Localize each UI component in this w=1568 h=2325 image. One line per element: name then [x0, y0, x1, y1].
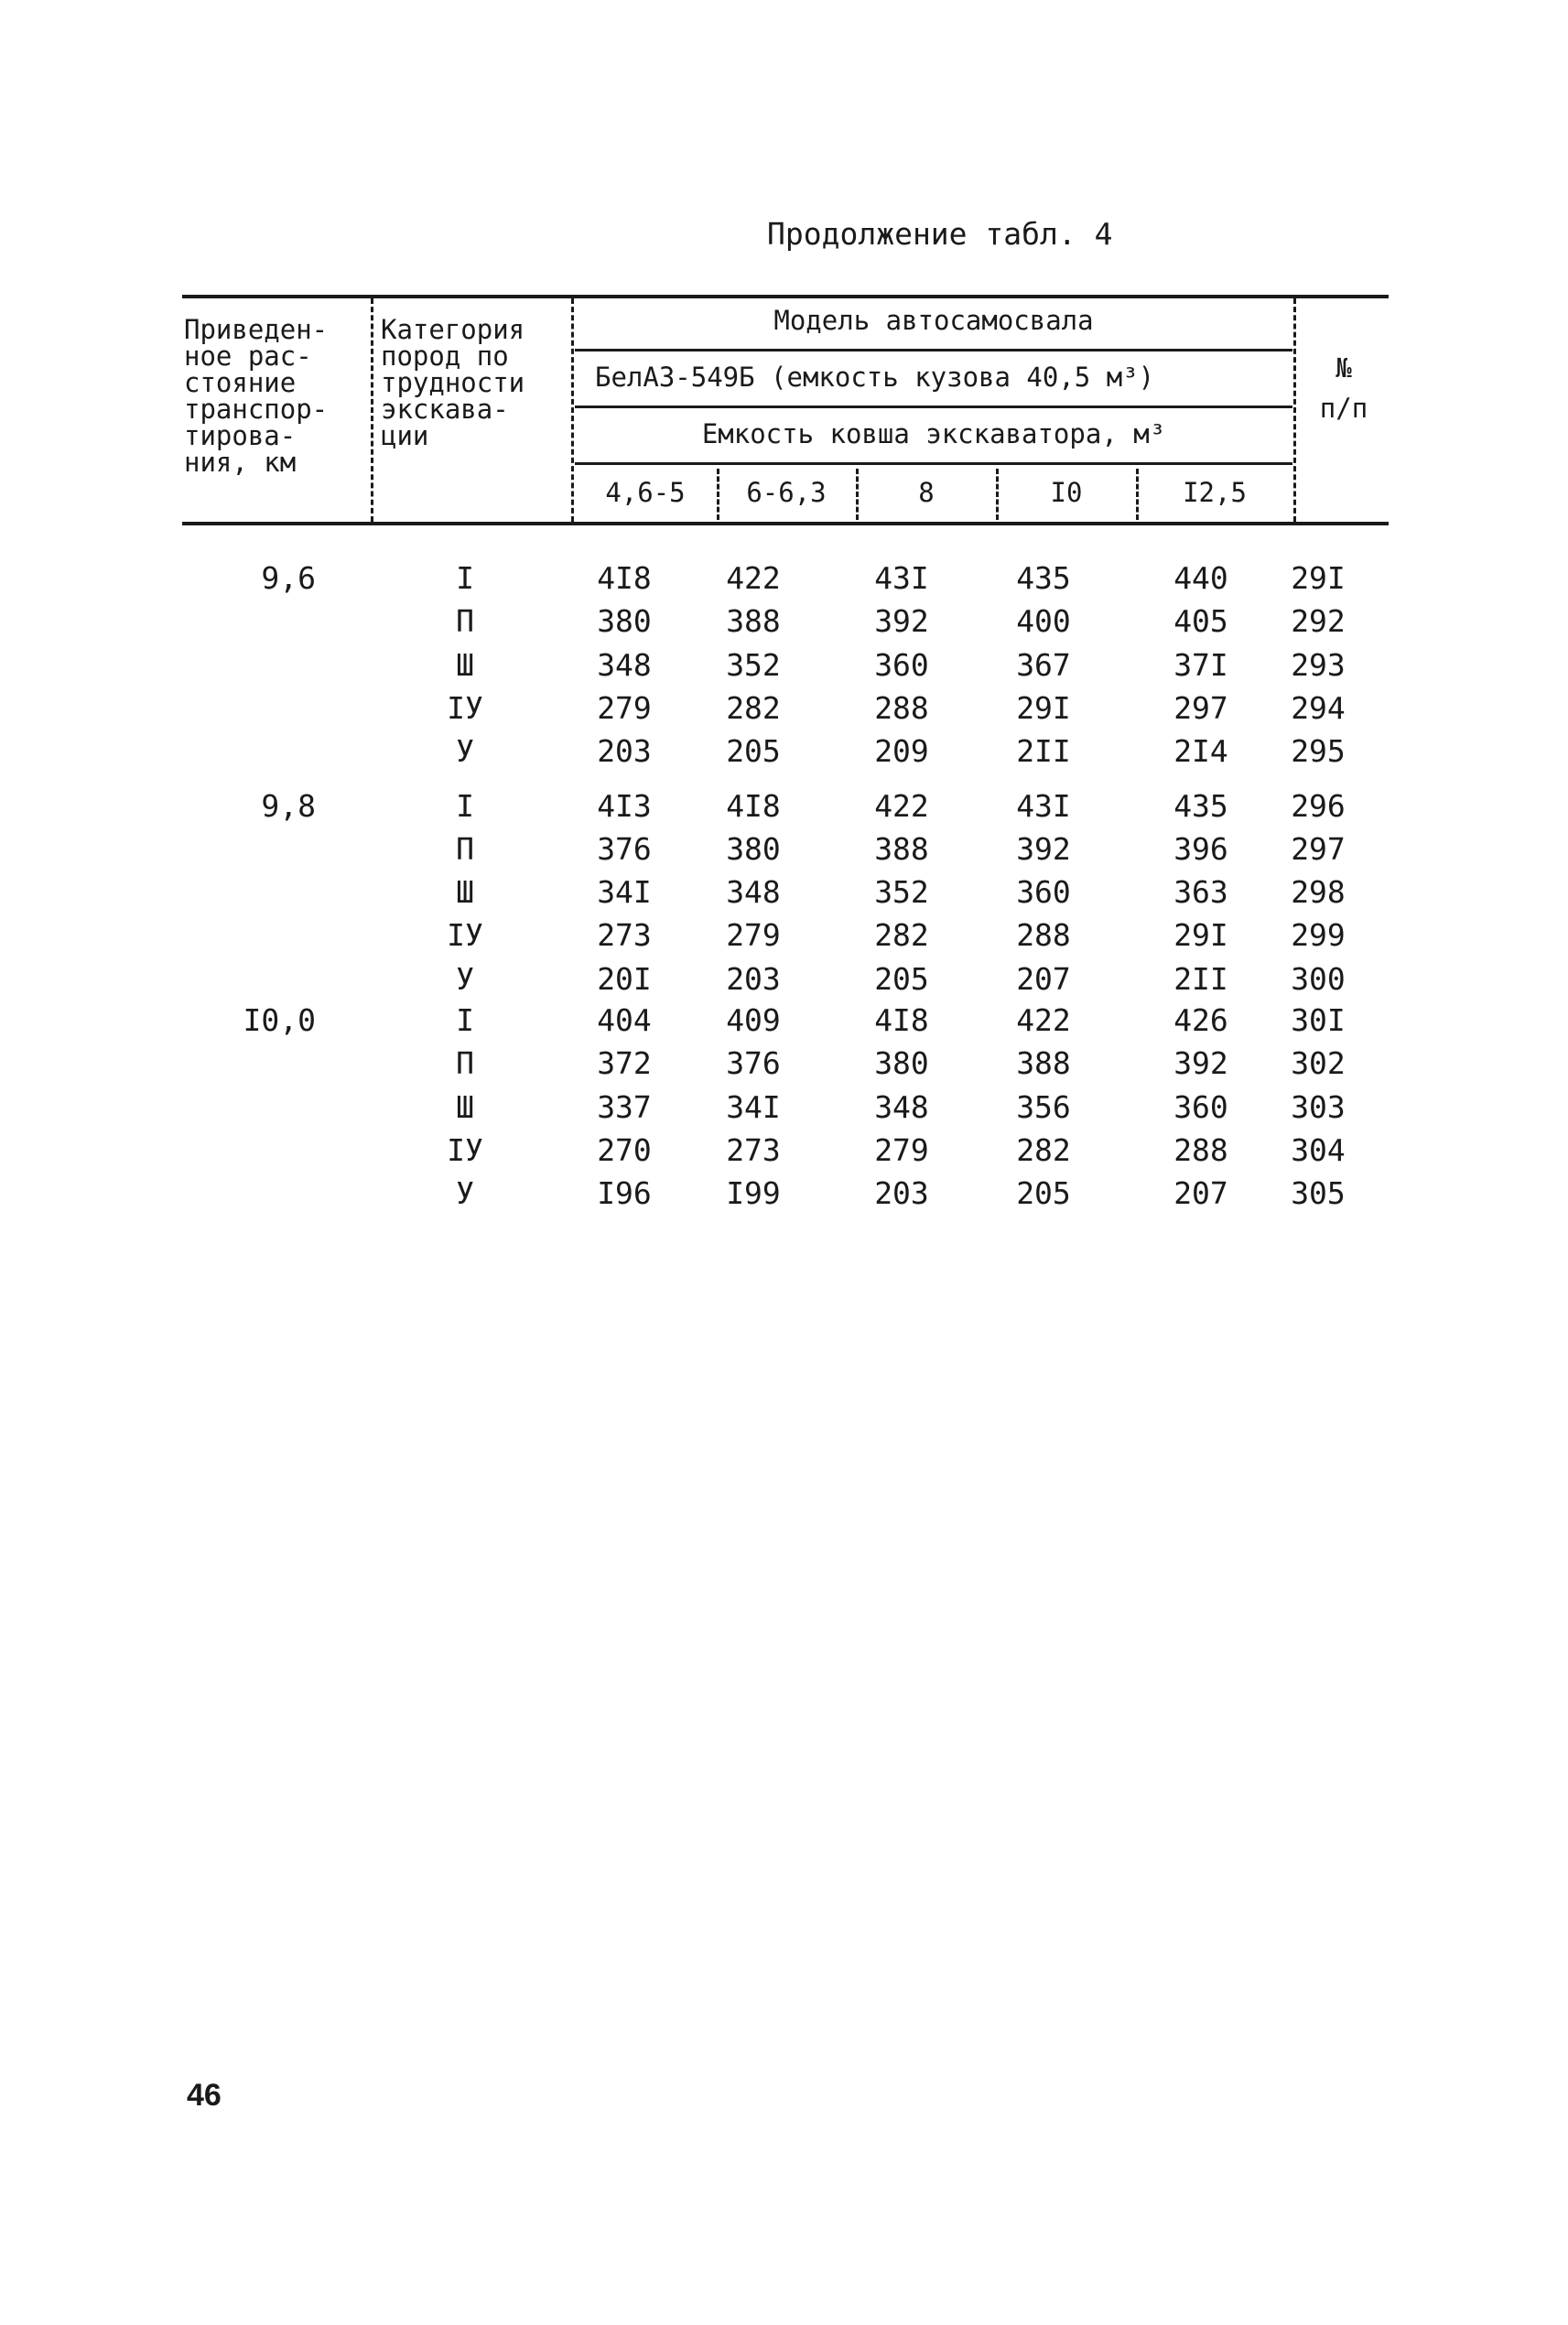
distance-value: I0,0: [243, 1002, 316, 1038]
table-cell: 422: [726, 560, 781, 596]
table-cell: 372: [597, 1045, 652, 1082]
header-category-line: пород по: [381, 341, 509, 372]
table-cell: 270: [597, 1131, 652, 1168]
table-cell: 352: [874, 874, 929, 911]
table-cell: 279: [597, 689, 652, 726]
header-distance-line: стояние: [184, 367, 297, 398]
table-cell: 205: [874, 960, 929, 997]
table-cell: 297: [1173, 689, 1228, 726]
header-distance-line: транспор-: [184, 394, 329, 425]
category-value: Ш: [456, 1088, 474, 1125]
category-value: Ш: [456, 874, 474, 911]
table-cell: 376: [597, 830, 652, 867]
header-category-line: Категория: [381, 314, 525, 345]
col-divider-2: [571, 298, 574, 522]
table-cell: 388: [1016, 1045, 1071, 1082]
row-number: 297: [1291, 830, 1346, 867]
row-number: 295: [1291, 733, 1346, 770]
header-distance-line: ное рас-: [184, 341, 312, 372]
table-cell: 360: [1173, 1088, 1228, 1125]
header-category-line: экскава-: [381, 394, 509, 425]
table-cell: 360: [874, 646, 929, 683]
row-number: 296: [1291, 787, 1346, 824]
header-row-number: [1300, 348, 1388, 428]
table-cell: 282: [874, 917, 929, 954]
table-cell: 388: [874, 830, 929, 867]
table-cell: 352: [726, 646, 781, 683]
table-cell: 4I8: [597, 560, 652, 596]
truck-rule: [575, 406, 1292, 408]
table-cell: 273: [597, 917, 652, 954]
table-cell: 348: [726, 874, 781, 911]
category-value: I: [456, 1002, 474, 1038]
header-distance: [184, 314, 367, 478]
row-number: 299: [1291, 917, 1346, 954]
table-cell: 367: [1016, 646, 1071, 683]
row-number: 30I: [1291, 1002, 1346, 1038]
table-cell: 2I4: [1173, 733, 1228, 770]
header-bucket-title: Емкость ковша экскаватора, м³: [701, 418, 1166, 449]
table-cell: 203: [726, 960, 781, 997]
header-model-title: Модель автосамосвала: [773, 305, 1094, 336]
table-cell: 405: [1173, 603, 1228, 640]
table-cell: 288: [1016, 917, 1071, 954]
table-cell: 380: [874, 1045, 929, 1082]
table-cell: 20I: [597, 960, 652, 997]
table-cell: 288: [1173, 1131, 1228, 1168]
header-category-line: ции: [381, 420, 429, 451]
row-number: 293: [1291, 646, 1346, 683]
category-value: П: [456, 830, 474, 867]
header-bucket-size: 8: [918, 477, 935, 508]
category-value: У: [456, 960, 474, 997]
table-cell: 380: [597, 603, 652, 640]
table-cell: 4I3: [597, 787, 652, 824]
table-cell: 440: [1173, 560, 1228, 596]
table-cell: 2II: [1016, 733, 1071, 770]
header-distance-line: тирова-: [184, 420, 297, 451]
table-top-rule: [182, 295, 1389, 298]
row-number: 304: [1291, 1131, 1346, 1168]
category-value: I: [456, 560, 474, 596]
category-value: ІУ: [447, 1131, 483, 1168]
category-value: У: [456, 1175, 474, 1212]
table-cell: 392: [1016, 830, 1071, 867]
table-cell: 4I8: [726, 787, 781, 824]
table-cell: 29I: [1016, 689, 1071, 726]
table-caption: Продолжение табл. 4: [767, 216, 1113, 252]
table-cell: 207: [1173, 1175, 1228, 1212]
table-cell: 435: [1016, 560, 1071, 596]
table-cell: 2II: [1173, 960, 1228, 997]
table-cell: 288: [874, 689, 929, 726]
table-cell: I96: [597, 1175, 652, 1212]
table-cell: 392: [1173, 1045, 1228, 1082]
table-cell: 273: [726, 1131, 781, 1168]
table-cell: 363: [1173, 874, 1228, 911]
table-cell: 203: [597, 733, 652, 770]
row-number: 305: [1291, 1175, 1346, 1212]
table-cell: 426: [1173, 1002, 1228, 1038]
table-cell: 435: [1173, 787, 1228, 824]
table-cell: 396: [1173, 830, 1228, 867]
category-value: ІУ: [447, 917, 483, 954]
header-bucket-size: I2,5: [1183, 477, 1247, 508]
header-distance-line: Приведен-: [184, 314, 329, 345]
table-cell: 209: [874, 733, 929, 770]
header-number-sign: №: [1336, 352, 1352, 384]
table-cell: 404: [597, 1002, 652, 1038]
category-value: I: [456, 787, 474, 824]
bucket-title-rule: [575, 462, 1292, 465]
table-cell: 203: [874, 1175, 929, 1212]
header-category: [381, 314, 564, 451]
table-cell: 348: [874, 1088, 929, 1125]
table-cell: 400: [1016, 603, 1071, 640]
col-divider-1: [371, 298, 373, 522]
table-cell: 282: [726, 689, 781, 726]
table-cell: 279: [726, 917, 781, 954]
header-category-line: трудности: [381, 367, 525, 398]
row-number: 300: [1291, 960, 1346, 997]
header-distance-line: ния, км: [184, 447, 297, 478]
row-number: 294: [1291, 689, 1346, 726]
table-cell: 37I: [1173, 646, 1228, 683]
table-cell: 360: [1016, 874, 1071, 911]
model-title-rule: [575, 349, 1292, 351]
table-cell: 43I: [874, 560, 929, 596]
distance-value: 9,6: [261, 560, 316, 596]
category-value: ІУ: [447, 689, 483, 726]
table-cell: 34I: [597, 874, 652, 911]
header-bucket-size: 6-6,3: [746, 477, 827, 508]
table-cell: 282: [1016, 1131, 1071, 1168]
table-cell: 29I: [1173, 917, 1228, 954]
row-number: 302: [1291, 1045, 1346, 1082]
distance-value: 9,8: [261, 787, 316, 824]
header-bottom-rule: [182, 522, 1389, 525]
table-cell: 422: [874, 787, 929, 824]
table-cell: I99: [726, 1175, 781, 1212]
row-number: 292: [1291, 603, 1346, 640]
table-cell: 422: [1016, 1002, 1071, 1038]
table-cell: 205: [726, 733, 781, 770]
table-cell: 34I: [726, 1088, 781, 1125]
header-bucket-size: I0: [1050, 477, 1083, 508]
header-bucket-size: 4,6-5: [605, 477, 686, 508]
category-value: П: [456, 1045, 474, 1082]
row-number: 298: [1291, 874, 1346, 911]
page-number: 46: [187, 2078, 222, 2113]
header-pp: п/п: [1319, 393, 1368, 424]
table-cell: 207: [1016, 960, 1071, 997]
table-cell: 356: [1016, 1088, 1071, 1125]
category-value: Ш: [456, 646, 474, 683]
table-cell: 43I: [1016, 787, 1071, 824]
row-number: 303: [1291, 1088, 1346, 1125]
table-cell: 409: [726, 1002, 781, 1038]
table-cell: 380: [726, 830, 781, 867]
header-truck-model: БелАЗ-549Б (емкость кузова 40,5 м³): [595, 362, 1155, 393]
table-cell: 4I8: [874, 1002, 929, 1038]
category-value: У: [456, 733, 474, 770]
row-number: 29I: [1291, 560, 1346, 596]
category-value: П: [456, 603, 474, 640]
table-cell: 279: [874, 1131, 929, 1168]
table-cell: 348: [597, 646, 652, 683]
table-cell: 376: [726, 1045, 781, 1082]
table-cell: 392: [874, 603, 929, 640]
table-cell: 388: [726, 603, 781, 640]
table-cell: 205: [1016, 1175, 1071, 1212]
col-divider-3: [1293, 298, 1296, 522]
table-cell: 337: [597, 1088, 652, 1125]
